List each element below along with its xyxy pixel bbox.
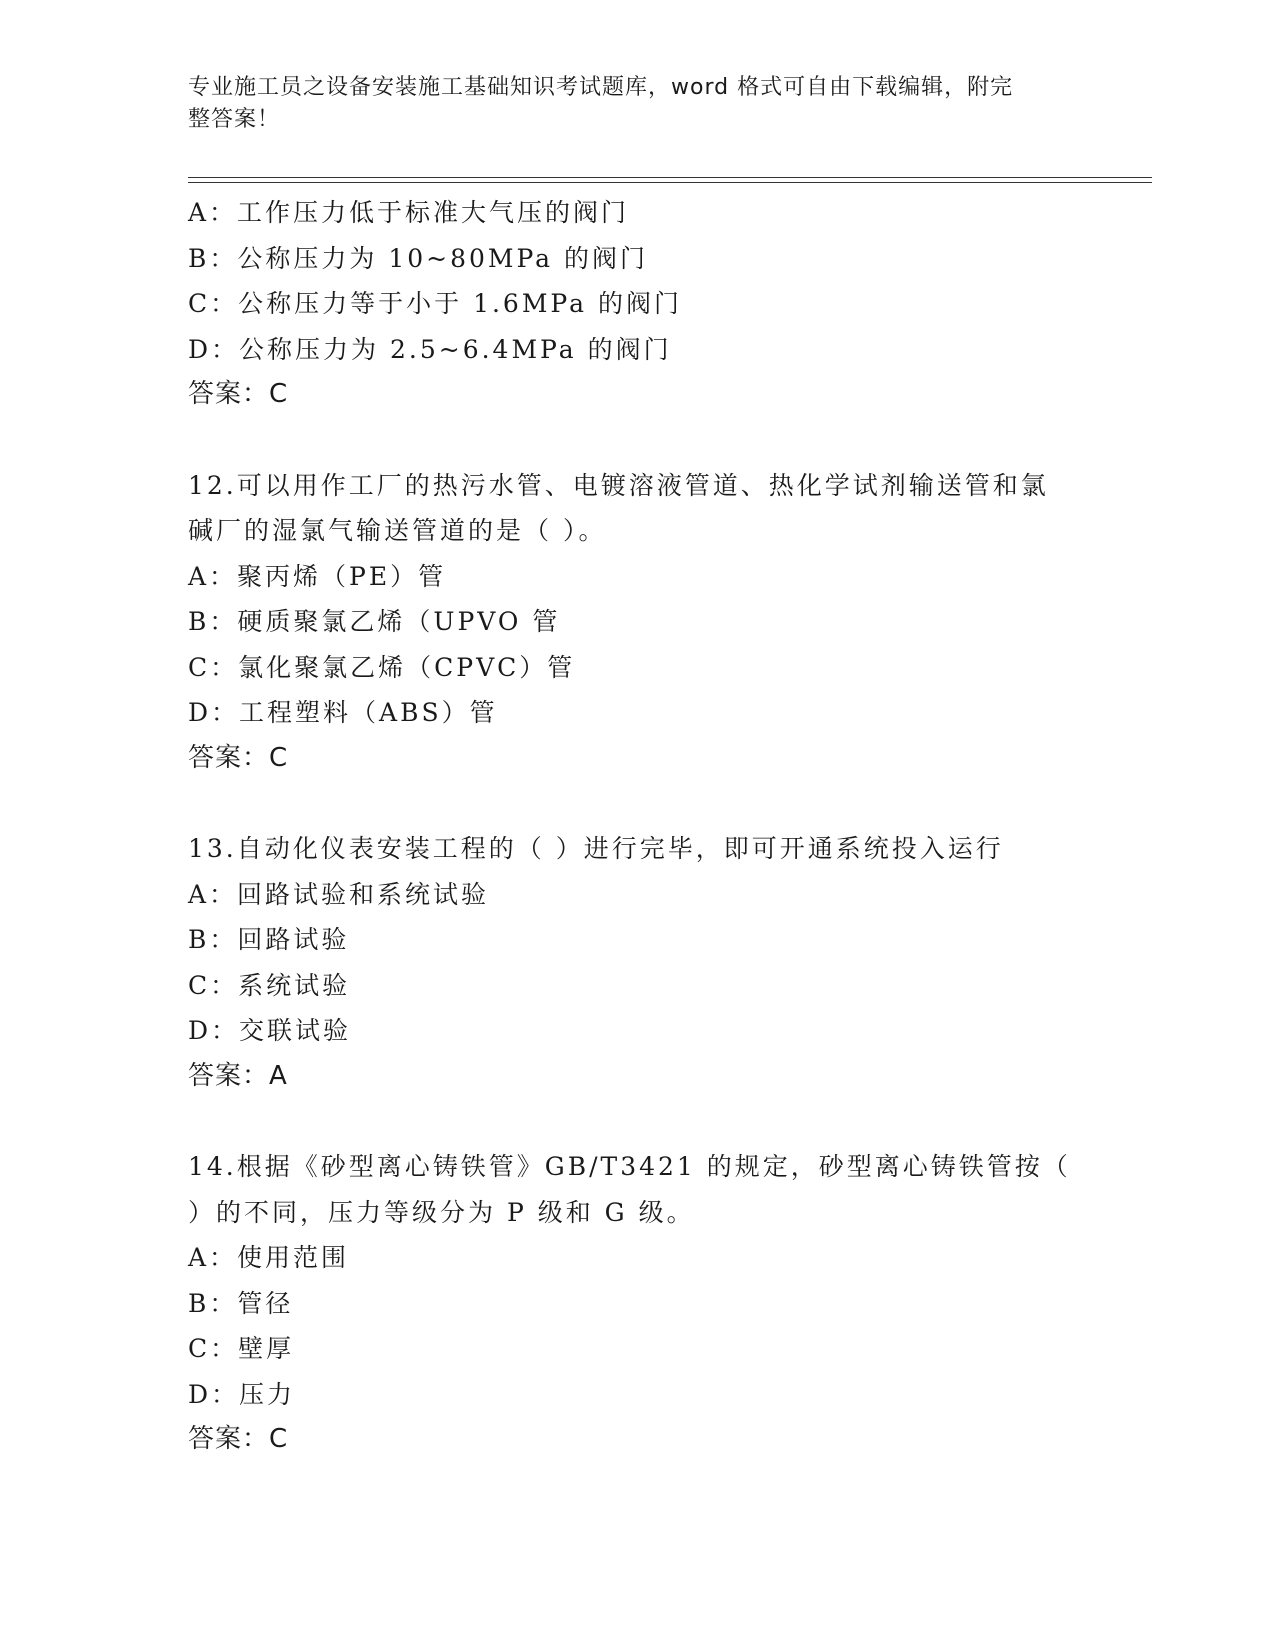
question-stem: 14.根据《砂型离心铸铁管》GB/T3421 的规定，砂型离心铸铁管按（ bbox=[188, 1152, 1071, 1181]
option-b: B：回路试验 bbox=[188, 925, 350, 954]
option-d: D：压力 bbox=[188, 1379, 296, 1409]
option-a: A：聚丙烯（PE）管 bbox=[188, 561, 447, 591]
question-stem-continued: 碱厂的湿氯气输送管道的是（ ）。 bbox=[188, 516, 607, 545]
option-b: B：公称压力为 10~80MPa 的阀门 bbox=[188, 243, 649, 273]
question-list bbox=[188, 190, 1088, 1463]
option-b: B：管径 bbox=[188, 1288, 294, 1318]
option-d: D：交联试验 bbox=[188, 1016, 352, 1045]
option-a: A：回路试验和系统试验 bbox=[188, 879, 490, 909]
question-stem: 13.自动化仪表安装工程的（ ）进行完毕，即可开通系统投入运行 bbox=[188, 834, 1004, 863]
option-c: C：壁厚 bbox=[188, 1334, 295, 1363]
question-14 bbox=[188, 1144, 1088, 1463]
option-c: C：公称压力等于小于 1.6MPa 的阀门 bbox=[188, 289, 682, 318]
option-b: B：硬质聚氯乙烯（UPVO 管 bbox=[188, 607, 561, 636]
option-a: A：使用范围 bbox=[188, 1243, 350, 1272]
option-c: C：系统试验 bbox=[188, 970, 351, 1000]
answer: 答案：C bbox=[188, 742, 289, 773]
question-spacer bbox=[188, 1099, 1088, 1144]
question-stem: 12.可以用作工厂的热污水管、电镀溶液管道、热化学试剂输送管和氯 bbox=[188, 470, 1049, 500]
answer: 答案：C bbox=[188, 1424, 289, 1454]
header-divider-top bbox=[188, 177, 1152, 178]
question-12 bbox=[188, 463, 1088, 782]
answer: 答案：A bbox=[188, 1060, 288, 1091]
option-c: C：氯化聚氯乙烯（CPVC）管 bbox=[188, 652, 576, 682]
header-title-line-1: 专业施工员之设备安装施工基础知识考试题库，word 格式可自由下载编辑，附完 bbox=[188, 75, 1014, 100]
question-13 bbox=[188, 826, 1088, 1099]
header-divider-bottom bbox=[188, 182, 1152, 183]
question-stem-continued: ）的不同，压力等级分为 P 级和 G 级。 bbox=[188, 1197, 695, 1227]
option-a: A：工作压力低于标准大气压的阀门 bbox=[188, 198, 630, 227]
question-11 bbox=[188, 190, 1088, 418]
document-header bbox=[188, 72, 1068, 136]
answer: 答案：C bbox=[188, 379, 289, 409]
question-spacer bbox=[188, 418, 1088, 463]
option-d: D：工程塑料（ABS）管 bbox=[188, 698, 498, 727]
header-title-line-2: 整答案！ bbox=[188, 107, 281, 132]
option-d: D：公称压力为 2.5~6.4MPa 的阀门 bbox=[188, 334, 672, 364]
question-spacer bbox=[188, 781, 1088, 826]
